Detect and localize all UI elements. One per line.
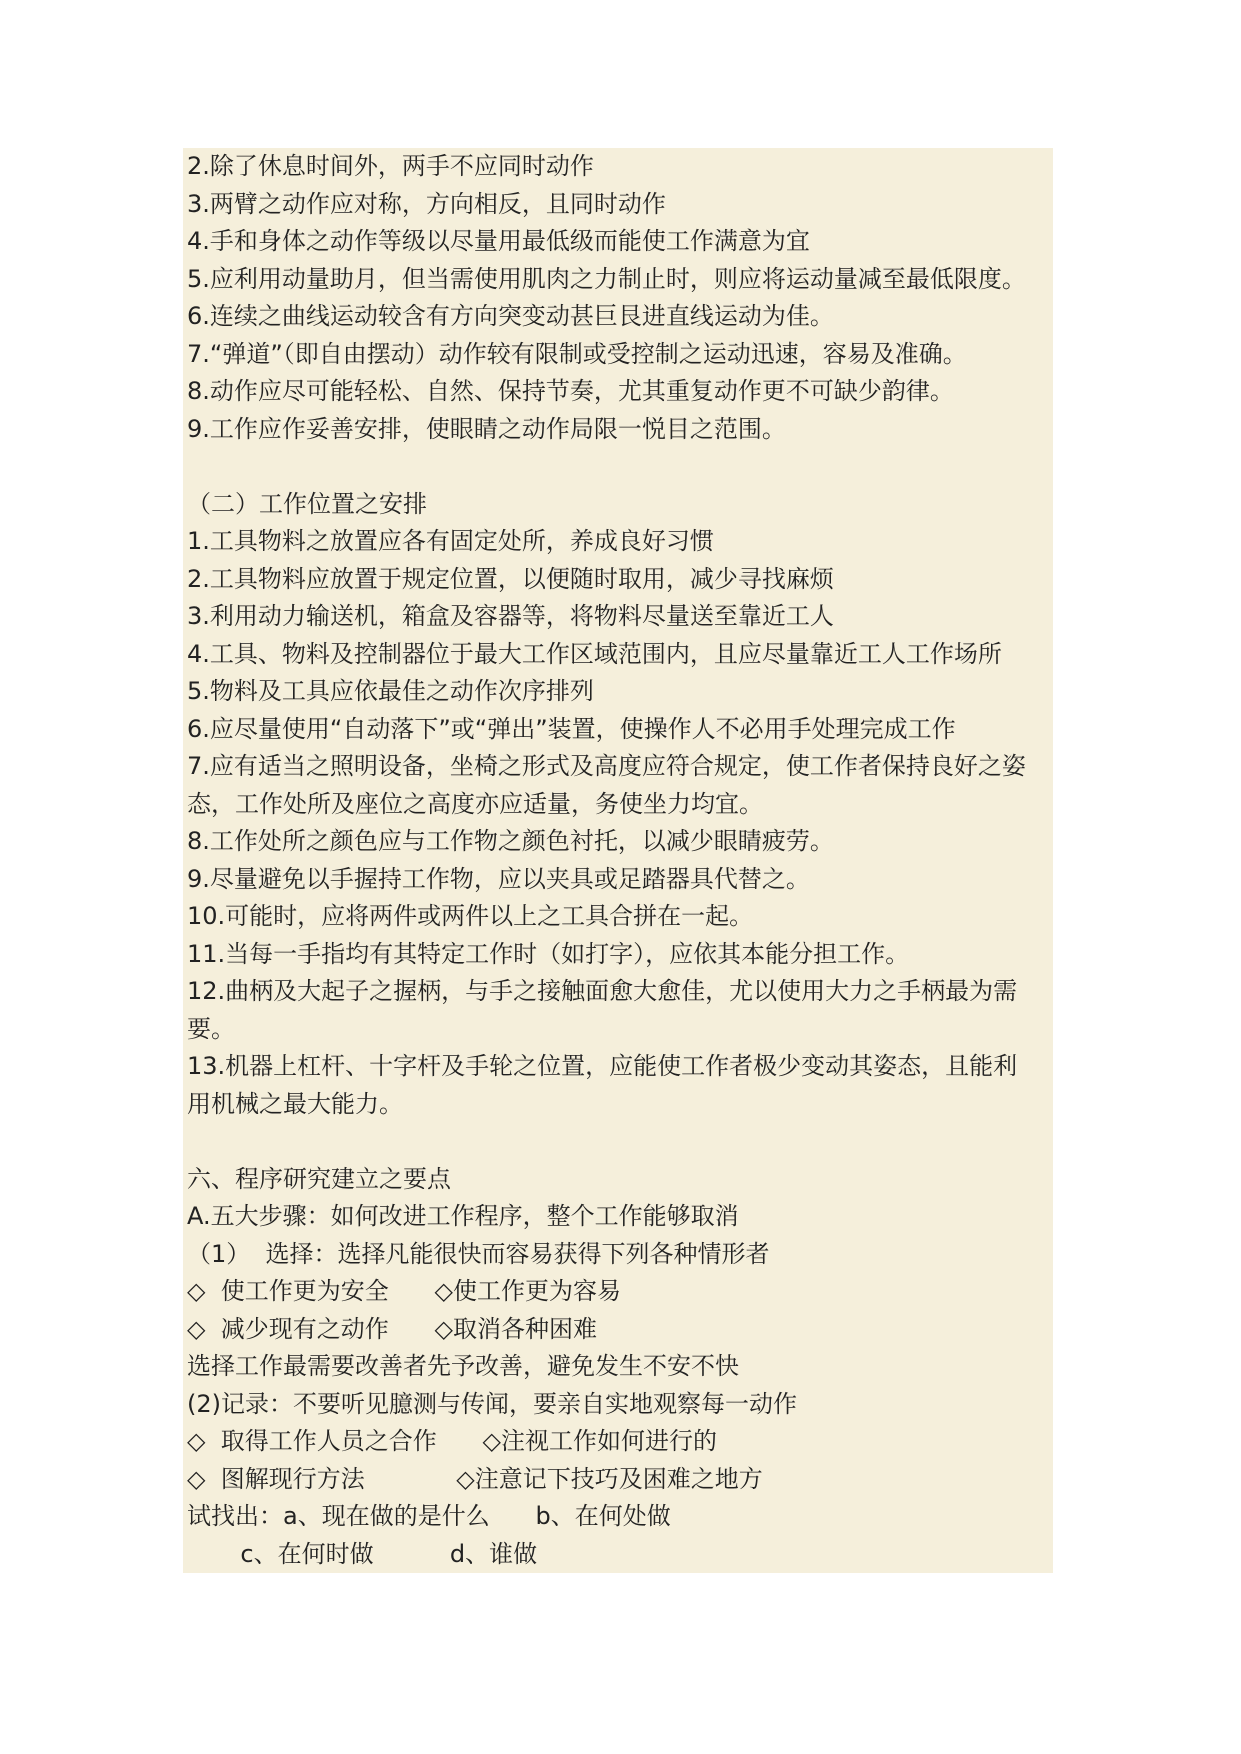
- motion-principles-list: [187, 148, 1053, 448]
- list-item: 11.当每一手指均有其特定工作时（如打字），应依其本能分担工作。: [187, 939, 910, 968]
- section-heading: 六、程序研究建立之要点: [187, 1164, 451, 1193]
- work-position-section: [187, 486, 1053, 1124]
- text-line: c、在何时做 d、谁做: [187, 1539, 538, 1568]
- section-heading: （二）工作位置之安排: [187, 489, 427, 518]
- list-item: 8.动作应尽可能轻松、自然、保持节奏，尤其重复动作更不可缺少韵律。: [187, 377, 954, 405]
- list-item: 2.工具物料应放置于规定位置，以便随时取用，减少寻找麻烦: [187, 564, 834, 593]
- text-line: (2)记录：不要听见臆测与传闻，要亲自实地观察每一动作: [187, 1389, 797, 1418]
- list-item: 5.应利用动量助月，但当需使用肌肉之力制止时，则应将运动量减至最低限度。: [187, 264, 1026, 293]
- procedure-study-section: [187, 1161, 1053, 1574]
- text-line: ◇ 图解现行方法 ◇注意记下技巧及困难之地方: [187, 1464, 763, 1493]
- list-item: 6.应尽量使用“自动落下”或“弹出”装置，使操作人不必用手处理完成工作: [187, 714, 956, 743]
- list-item: 2.除了休息时间外，两手不应同时动作: [187, 152, 594, 180]
- list-item: 7.“弹道”（即自由摆动）动作较有限制或受控制之运动迅速，容易及准确。: [187, 339, 967, 368]
- list-item: 4.手和身体之动作等级以尽量用最低级而能使工作满意为宜: [187, 227, 810, 255]
- list-item: 用机械之最大能力。: [187, 1089, 403, 1118]
- list-item: 6.连续之曲线运动较含有方向突变动甚巨艮进直线运动为佳。: [187, 302, 834, 330]
- spacer: [187, 1123, 1053, 1161]
- list-item: 7.应有适当之照明设备，坐椅之形式及高度应符合规定，使工作者保持良好之姿: [187, 752, 1026, 780]
- list-item: 10.可能时，应将两件或两件以上之工具合拼在一起。: [187, 902, 754, 930]
- spacer: [187, 448, 1053, 486]
- list-item: 5.物料及工具应依最佳之动作次序排列: [187, 677, 594, 705]
- document-content: [187, 148, 1053, 1573]
- text-line: 试找出：a、现在做的是什么 b、在何处做: [187, 1502, 671, 1530]
- text-line: ◇ 使工作更为安全 ◇使工作更为容易: [187, 1277, 621, 1305]
- list-item: 3.利用动力输送机，箱盒及容器等，将物料尽量送至靠近工人: [187, 602, 834, 630]
- list-item: 9.工作应作妥善安排，使眼睛之动作局限一悦目之范围。: [187, 414, 786, 443]
- list-item: 9.尽量避免以手握持工作物，应以夹具或足踏器具代替之。: [187, 864, 810, 893]
- text-line: （1） 选择：选择凡能很快而容易获得下列各种情形者: [187, 1239, 770, 1268]
- list-item: 4.工具、物料及控制器位于最大工作区域范围内，且应尽量靠近工人工作场所: [187, 639, 1002, 668]
- text-line: ◇ 取得工作人员之合作 ◇注视工作如何进行的: [187, 1427, 717, 1455]
- list-item: 12.曲柄及大起子之握柄，与手之接触面愈大愈佳，尤以使用大力之手柄最为需: [187, 977, 1018, 1005]
- text-line: ◇ 减少现有之动作 ◇取消各种困难: [187, 1314, 597, 1343]
- list-item: 8.工作处所之颜色应与工作物之颜色衬托，以减少眼睛疲劳。: [187, 827, 834, 855]
- list-item: 13.机器上杠杆、十字杆及手轮之位置，应能使工作者极少变动其姿态，且能利: [187, 1052, 1018, 1080]
- list-item: 要。: [187, 1014, 235, 1043]
- list-item: 1.工具物料之放置应各有固定处所，养成良好习惯: [187, 527, 714, 555]
- list-item: 态，工作处所及座位之高度亦应适量，务使坐力均宜。: [187, 789, 763, 818]
- text-line: 选择工作最需要改善者先予改善，避免发生不安不快: [187, 1352, 739, 1380]
- list-item: 3.两臂之动作应对称，方向相反，且同时动作: [187, 189, 666, 218]
- text-line: A.五大步骤：如何改进工作程序，整个工作能够取消: [187, 1202, 739, 1230]
